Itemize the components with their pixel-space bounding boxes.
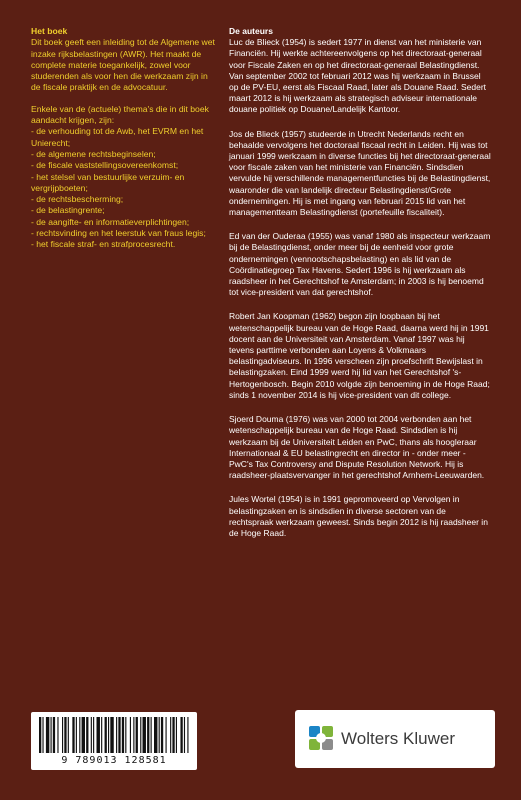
book-description xyxy=(31,26,216,251)
wolters-kluwer-logo-icon xyxy=(307,724,335,752)
theme-item: - het fiscale straf- en strafprocesrecht. xyxy=(31,239,176,250)
isbn-barcode xyxy=(31,712,197,770)
theme-item: - de verhouding tot de Awb, het EVRM en het Unierecht; xyxy=(31,126,204,148)
theme-item: - de rechtsbescherming; xyxy=(31,194,124,205)
theme-item: - rechtsvinding en het leerstuk van fraus legis; xyxy=(31,228,206,239)
barcode-digits: 9 789013 128581 xyxy=(61,755,167,766)
publisher-brand xyxy=(295,710,495,768)
section-heading-book: Het boek xyxy=(31,26,68,36)
author-bio: Jos de Blieck (1957) studeerde in Utrecht Nederlands recht en behaalde vervolgens het doctoraal fiscaal recht in Leiden. Hij was tot januari 1999 werkzaam in diverse functies bij het directoraat-generaal voor fiscale zaken van het ministerie van Financiën. Sindsdien vervulde hij verschillende managementfuncties bij de Belastingdienst, waaronder die van landelijk directeur Belastingdienst/Grote ondernemingen. Hij is met ingang van februari 2015 lid van het managementteam Belastingdienst (portefeuille fiscaliteit). xyxy=(229,128,491,218)
book-intro: Dit boek geeft een inleiding tot de Algemene wet inzake rijksbelastingen (AWR). Het maakt de complete materie toegankelijk, zowel voor studerenden als voor hen die werkzaam zijn in de fiscale praktijk en de advocatuur. xyxy=(31,37,215,93)
author-bio: Robert Jan Koopman (1962) begon zijn loopbaan bij het wetenschappelijk bureau van de Hoge Raad, daarna werd hij in 1991 docent aan de Universiteit van Amsterdam. Vanaf 1997 was hij tevens parttime verbonden aan Loyens & Volkmaars belastingadviseurs. In 1996 verscheen zijn proefschrift Bewijslast in belastingzaken. Eind 1999 werd hij lid van het Gerechtshof 's-Hertogenbosch. Begin 2010 volgde zijn benoeming in de Hoge Raad; sinds 1 november 2014 is hij vice-president van dit college. xyxy=(229,311,490,400)
author-bio: Ed van der Ouderaa (1955) was vanaf 1980 als inspecteur werkzaam bij de Belastingdienst, onder meer bij de eenheid voor grote ondernemingen (vennootschapsbelasting) en als lid van de Coördinatiegroep Tax Havens. Sedert 1996 is hij werkzaam als raadsheer in het Gerechtshof te Amsterdam; in 2003 is hij benoemd tot vice-president van dat gerechtshof. xyxy=(229,231,491,298)
publisher-name: Wolters Kluwer xyxy=(341,729,455,748)
theme-item: - de fiscale vaststellingsovereenkomst; xyxy=(31,160,179,171)
barcode-bars xyxy=(37,717,191,753)
theme-item: - de belastingrente; xyxy=(31,205,105,216)
author-bio: Jules Wortel (1954) is in 1991 gepromoveerd op Vervolgen in belastingzaken en is sindsdien in diverse sectoren van de rechtspraak werkzaam geweest. Sinds begin 2012 is hij raadsheer in de Hoge Raad. xyxy=(229,494,488,538)
theme-item: - de aangifte- en informatieverplichtingen; xyxy=(31,216,190,227)
themes-list xyxy=(31,126,216,250)
theme-item: - het stelsel van bestuurlijke verzuim- en vergrijpboeten; xyxy=(31,171,185,193)
author-bio: Sjoerd Douma (1976) was van 2000 tot 2004 verbonden aan het wetenschappelijk bureau van de Hoge Raad. Sindsdien is hij werkzaam bij de Universiteit Leiden en PwC, thans als hoogleraar Internationaal & EU belastingrecht en director in - onder meer - PwC's Tax Controversy and Dispute Resolution Network. Hij is raadsheer-plaatsvervanger in het gerechtshof Arnhem-Leeuwarden. xyxy=(229,414,485,481)
theme-item: - de algemene rechtsbeginselen; xyxy=(31,148,156,159)
author-bio: Luc de Blieck (1954) is sedert 1977 in dienst van het ministerie van Financiën. Hij werkte achtereenvolgens op het directoraat-generaal voor Fiscale Zaken en op het directoraat-generaal Belastingdienst. Van september 2002 tot februari 2012 was hij werkzaam in Brussel op de PV-EU, eerst als Fiscaal Raad, later als Douane Raad. Sedert maart 2012 is hij werkzaam als strategisch adviseur internationale douane politiek op Douane/Landelijk Kantoor. xyxy=(229,37,487,115)
section-heading-authors: De auteurs xyxy=(229,26,273,36)
authors-section xyxy=(229,26,491,552)
themes-intro: Enkele van de (actuele) thema's die in dit boek aandacht krijgen, zijn: xyxy=(31,103,209,126)
